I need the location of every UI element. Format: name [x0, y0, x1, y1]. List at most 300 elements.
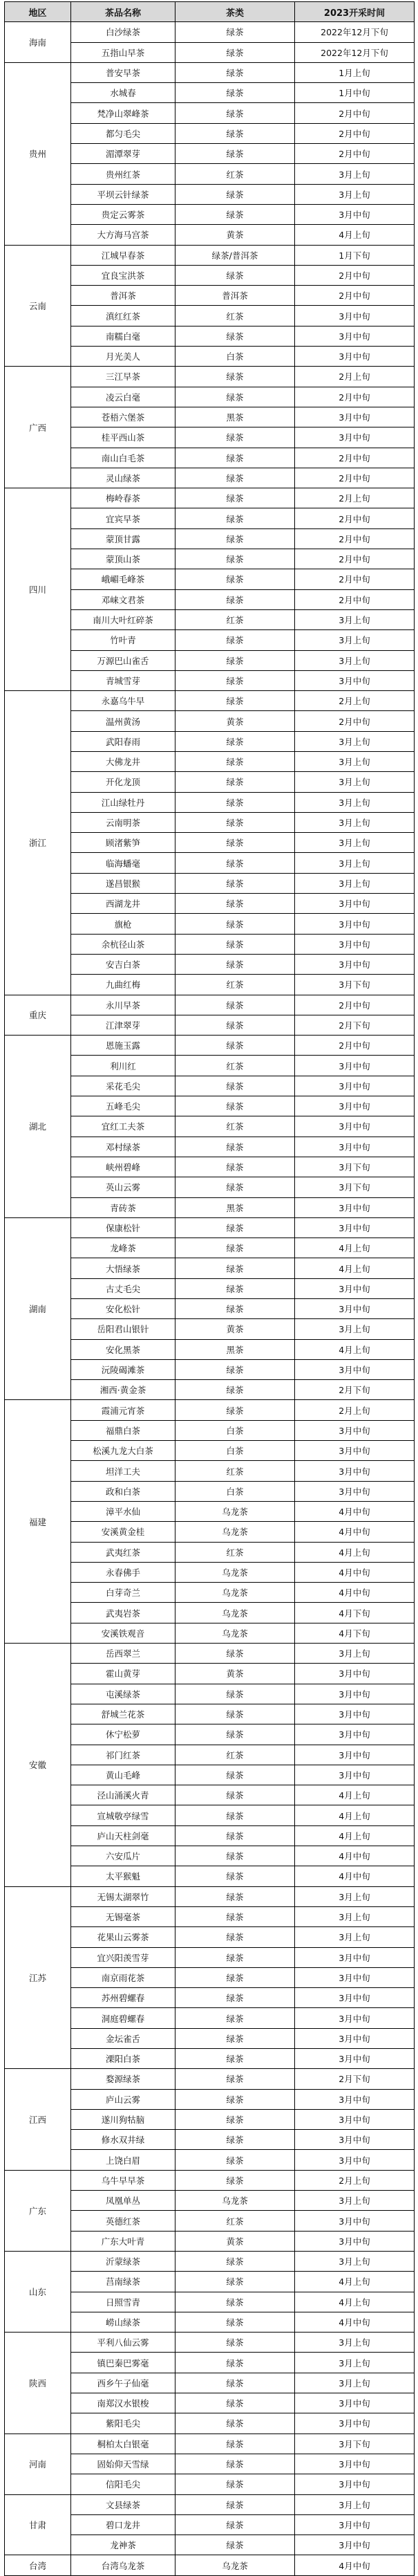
tea-type-cell: 绿茶 [175, 2089, 295, 2109]
harvest-time-cell: 2月中旬 [295, 286, 415, 306]
region-cell: 山东 [5, 2251, 71, 2332]
harvest-time-cell: 3月中旬 [295, 1745, 415, 1765]
tea-type-cell: 绿茶 [175, 1947, 295, 1967]
tea-type-cell: 红茶 [175, 1116, 295, 1137]
harvest-time-cell: 3月中旬 [295, 2150, 415, 2170]
harvest-time-cell: 2月中旬 [295, 549, 415, 569]
tea-type-cell: 绿茶 [175, 812, 295, 832]
harvest-time-cell: 4月上旬 [295, 2272, 415, 2292]
tea-type-cell: 乌龙茶 [175, 1603, 295, 1623]
tea-type-cell: 黄茶 [175, 1319, 295, 1339]
tea-type-cell: 绿茶 [175, 2292, 295, 2312]
harvest-time-cell: 3月上旬 [295, 164, 415, 184]
harvest-time-cell: 3月中旬 [295, 1684, 415, 1704]
tea-name-cell: 贵州红茶 [71, 164, 175, 184]
table-row [5, 1217, 415, 1238]
tea-type-cell: 绿茶 [175, 1157, 295, 1177]
table-row [5, 691, 415, 711]
harvest-time-cell: 4月上旬 [295, 225, 415, 245]
harvest-time-cell: 3月中旬 [295, 2231, 415, 2251]
tea-name-cell: 安吉白茶 [71, 954, 175, 974]
harvest-time-cell: 3月中旬 [295, 1704, 415, 1724]
tea-name-cell: 梅岭春茶 [71, 488, 175, 508]
table-row [5, 245, 415, 265]
tea-type-cell: 绿茶 [175, 1866, 295, 1886]
harvest-time-cell: 4月上旬 [295, 1339, 415, 1359]
table-row [5, 2251, 415, 2271]
tea-name-cell: 保康松针 [71, 1217, 175, 1238]
harvest-time-cell: 3月上旬 [295, 772, 415, 792]
tea-name-cell: 遂昌银猴 [71, 873, 175, 893]
region-cell: 甘肃 [5, 2494, 71, 2555]
tea-type-cell: 绿茶 [175, 1177, 295, 1197]
harvest-time-cell: 3月中旬 [295, 1056, 415, 1076]
harvest-time-cell: 3月中旬 [295, 2130, 415, 2150]
tea-type-cell: 绿茶 [175, 2312, 295, 2332]
tea-name-cell: 宜兴阳羡雪芽 [71, 1947, 175, 1967]
tea-name-cell: 霞浦元宵茶 [71, 1400, 175, 1420]
tea-name-cell: 上饶白眉 [71, 2150, 175, 2170]
tea-name-cell: 西湖龙井 [71, 894, 175, 914]
tea-type-cell: 绿茶 [175, 630, 295, 650]
tea-type-cell: 白茶 [175, 1441, 295, 1461]
tea-name-cell: 恩施玉露 [71, 1036, 175, 1056]
tea-type-cell: 黑茶 [175, 1339, 295, 1359]
harvest-time-cell: 3月中旬 [295, 1197, 415, 1217]
harvest-time-cell: 3月上旬 [295, 184, 415, 204]
tea-type-cell: 绿茶 [175, 731, 295, 751]
tea-type-cell: 绿茶 [175, 2130, 295, 2150]
tea-name-cell: 滇红红茶 [71, 306, 175, 326]
tea-name-cell: 安溪黄金桂 [71, 1522, 175, 1542]
tea-type-cell: 普洱茶 [175, 286, 295, 306]
tea-type-cell: 红茶 [175, 306, 295, 326]
harvest-time-cell: 2月中旬 [295, 144, 415, 164]
region-cell: 江西 [5, 2069, 71, 2170]
harvest-time-cell: 3月中旬 [295, 326, 415, 346]
region-cell: 四川 [5, 488, 71, 691]
tea-type-cell: 绿茶 [175, 1036, 295, 1056]
tea-type-cell: 绿茶 [175, 2333, 295, 2353]
region-cell: 湖北 [5, 1036, 71, 1218]
tea-type-cell: 乌龙茶 [175, 2191, 295, 2211]
harvest-time-cell: 3月中旬 [295, 2211, 415, 2231]
harvest-time-cell: 4月下旬 [295, 1623, 415, 1643]
tea-name-cell: 凤凰单丛 [71, 2191, 175, 2211]
tea-type-cell: 绿茶 [175, 468, 295, 488]
harvest-time-cell: 3月上旬 [295, 1927, 415, 1947]
tea-name-cell: 碧口龙井 [71, 2514, 175, 2534]
tea-type-cell: 绿茶 [175, 2109, 295, 2129]
tea-name-cell: 普安早茶 [71, 62, 175, 82]
tea-name-cell: 白沙绿茶 [71, 22, 175, 42]
tea-name-cell: 花果山云雾茶 [71, 1927, 175, 1947]
tea-type-cell: 绿茶 [175, 1299, 295, 1319]
tea-type-cell: 红茶 [175, 1461, 295, 1481]
tea-name-cell: 桐柏太白银毫 [71, 2434, 175, 2454]
harvest-time-cell: 4月中旬 [295, 1583, 415, 1603]
tea-name-cell: 江津翠芽 [71, 1015, 175, 1035]
tea-type-cell: 绿茶 [175, 184, 295, 204]
tea-name-cell: 紫阳毛尖 [71, 2413, 175, 2434]
tea-name-cell: 无锡毫茶 [71, 1906, 175, 1926]
harvest-time-cell: 2月中旬 [295, 265, 415, 285]
tea-name-cell: 永川早茶 [71, 995, 175, 1015]
tea-name-cell: 江城早春茶 [71, 245, 175, 265]
harvest-time-cell: 3月上旬 [295, 873, 415, 893]
tea-name-cell: 苏州碧螺春 [71, 1988, 175, 2008]
harvest-time-cell: 3月中旬 [295, 914, 415, 934]
tea-name-cell: 黄山毛峰 [71, 1765, 175, 1785]
harvest-time-cell: 2月中旬 [295, 103, 415, 123]
table-row [5, 1886, 415, 1906]
tea-type-cell: 红茶 [175, 1542, 295, 1562]
tea-name-cell: 沅陵碣滩茶 [71, 1359, 175, 1379]
table-row [5, 2494, 415, 2514]
table-row [5, 1036, 415, 1056]
tea-name-cell: 南川大叶红碎茶 [71, 609, 175, 629]
tea-type-cell: 绿茶 [175, 549, 295, 569]
tea-type-cell: 绿茶 [175, 22, 295, 42]
tea-name-cell: 云南明茶 [71, 812, 175, 832]
harvest-time-cell: 2月中旬 [295, 569, 415, 589]
tea-name-cell: 峡州碧峰 [71, 1157, 175, 1177]
harvest-time-cell: 3月上旬 [295, 751, 415, 771]
table-row [5, 2434, 415, 2454]
harvest-time-cell: 3月上旬 [295, 812, 415, 832]
tea-type-cell: 绿茶 [175, 934, 295, 954]
harvest-time-cell: 3月中旬 [295, 204, 415, 224]
harvest-time-cell: 3月上旬 [295, 1644, 415, 1664]
tea-type-cell: 绿茶 [175, 772, 295, 792]
tea-name-cell: 凌云白毫 [71, 387, 175, 407]
tea-name-cell: 太平猴魁 [71, 1866, 175, 1886]
tea-name-cell: 临海蟠毫 [71, 853, 175, 873]
tea-type-cell: 绿茶 [175, 2373, 295, 2393]
tea-type-cell: 绿茶 [175, 2535, 295, 2555]
tea-name-cell: 蒙顶甘露 [71, 528, 175, 549]
tea-type-cell: 绿茶 [175, 995, 295, 1015]
tea-name-cell: 大方海马宫茶 [71, 225, 175, 245]
harvest-time-cell: 3月中旬 [295, 1359, 415, 1379]
harvest-time-cell: 3月上旬 [295, 833, 415, 853]
tea-name-cell: 霍山黄芽 [71, 1664, 175, 1684]
harvest-time-cell: 2月中旬 [295, 589, 415, 609]
tea-type-cell: 绿茶 [175, 691, 295, 711]
tea-type-cell: 白茶 [175, 1481, 295, 1501]
tea-type-cell: 绿茶 [175, 1015, 295, 1035]
tea-type-cell: 绿茶 [175, 103, 295, 123]
tea-type-cell: 绿茶 [175, 1278, 295, 1298]
tea-name-cell: 信阳毛尖 [71, 2474, 175, 2494]
tea-type-cell: 绿茶 [175, 670, 295, 690]
harvest-time-cell: 2月下旬 [295, 1015, 415, 1035]
region-cell: 海南 [5, 22, 71, 63]
tea-type-cell: 绿茶 [175, 1724, 295, 1745]
harvest-time-cell: 3月中旬 [295, 1441, 415, 1461]
tea-type-cell: 绿茶 [175, 1906, 295, 1926]
tea-name-cell: 宜宾早茶 [71, 508, 175, 528]
tea-type-cell: 黑茶 [175, 1197, 295, 1217]
harvest-time-cell: 3月中旬 [295, 1420, 415, 1440]
tea-name-cell: 南京雨花茶 [71, 1967, 175, 1987]
tea-type-cell: 绿茶 [175, 42, 295, 62]
harvest-time-cell: 3月中旬 [295, 2413, 415, 2434]
tea-type-cell: 绿茶 [175, 62, 295, 82]
tea-name-cell: 福鼎白茶 [71, 1420, 175, 1440]
harvest-time-cell: 3月中旬 [295, 2393, 415, 2413]
tea-name-cell: 政和白茶 [71, 1481, 175, 1501]
tea-name-cell: 遂川狗牯脑 [71, 2109, 175, 2129]
tea-type-cell: 绿茶 [175, 1886, 295, 1906]
tea-name-cell: 宜红工夫茶 [71, 1116, 175, 1137]
harvest-time-cell: 2月中旬 [295, 123, 415, 143]
tea-name-cell: 大悟绿茶 [71, 1258, 175, 1278]
header-tea-type: 茶类 [175, 2, 295, 22]
tea-type-cell: 绿茶 [175, 488, 295, 508]
tea-type-cell: 黄茶 [175, 225, 295, 245]
tea-name-cell: 舒城兰花茶 [71, 1704, 175, 1724]
harvest-time-cell: 3月上旬 [295, 2353, 415, 2373]
tea-type-cell: 绿茶 [175, 1704, 295, 1724]
table-row [5, 2069, 415, 2089]
tea-type-cell: 绿茶 [175, 1380, 295, 1400]
tea-name-cell: 镇巴秦巴雾毫 [71, 2353, 175, 2373]
harvest-time-cell: 2月上旬 [295, 488, 415, 508]
tea-type-cell: 绿茶 [175, 1217, 295, 1238]
tea-name-cell: 顾渚紫笋 [71, 833, 175, 853]
tea-name-cell: 武阳春雨 [71, 731, 175, 751]
tea-name-cell: 庐山云雾 [71, 2089, 175, 2109]
tea-name-cell: 安溪铁观音 [71, 1623, 175, 1643]
tea-type-cell: 红茶 [175, 975, 295, 995]
tea-name-cell: 松溪九龙大白茶 [71, 1441, 175, 1461]
tea-name-cell: 古丈毛尖 [71, 1278, 175, 1298]
tea-name-cell: 旗枪 [71, 914, 175, 934]
region-cell: 湖南 [5, 1217, 71, 1400]
harvest-time-cell: 3月中旬 [295, 2109, 415, 2129]
harvest-time-cell: 4月中旬 [295, 1501, 415, 1521]
harvest-time-cell: 3月上旬 [295, 792, 415, 812]
tea-type-cell: 白茶 [175, 1420, 295, 1440]
tea-type-cell: 绿茶 [175, 1988, 295, 2008]
harvest-time-cell: 4月中旬 [295, 1522, 415, 1542]
harvest-time-cell: 3月中旬 [295, 1988, 415, 2008]
tea-type-cell: 绿茶 [175, 569, 295, 589]
harvest-time-cell: 2月上旬 [295, 1400, 415, 1420]
harvest-time-cell: 3月上旬 [295, 630, 415, 650]
tea-type-cell: 绿茶 [175, 2028, 295, 2048]
harvest-time-cell: 3月中旬 [295, 2048, 415, 2068]
harvest-time-cell: 2月下旬 [295, 2069, 415, 2089]
header-row [5, 2, 415, 22]
harvest-time-cell: 4月中旬 [295, 2312, 415, 2332]
harvest-time-cell: 3月上旬 [295, 2191, 415, 2211]
harvest-time-cell: 3月中旬 [295, 954, 415, 974]
tea-type-cell: 绿茶 [175, 1076, 295, 1096]
tea-name-cell: 青砖茶 [71, 1197, 175, 1217]
tea-type-cell: 绿茶 [175, 751, 295, 771]
tea-type-cell: 绿茶 [175, 833, 295, 853]
region-cell: 广东 [5, 2170, 71, 2251]
harvest-time-cell: 2月上旬 [295, 691, 415, 711]
tea-type-cell: 绿茶 [175, 954, 295, 974]
tea-type-cell: 绿茶 [175, 1644, 295, 1664]
harvest-time-cell: 3月下旬 [295, 2434, 415, 2454]
tea-name-cell: 祁门红茶 [71, 1745, 175, 1765]
harvest-time-cell: 3月中旬 [295, 1481, 415, 1501]
harvest-time-cell: 4月上旬 [295, 1258, 415, 1278]
tea-type-cell: 绿茶 [175, 1846, 295, 1866]
tea-name-cell: 岳西翠兰 [71, 1644, 175, 1664]
tea-name-cell: 日照雪青 [71, 2292, 175, 2312]
harvest-time-cell: 4月上旬 [295, 1805, 415, 1825]
tea-name-cell: 金坛雀舌 [71, 2028, 175, 2048]
tea-type-cell: 黄茶 [175, 2231, 295, 2251]
tea-type-cell: 绿茶 [175, 1927, 295, 1947]
tea-name-cell: 温州黄汤 [71, 711, 175, 731]
tea-name-cell: 坦洋工夫 [71, 1461, 175, 1481]
tea-type-cell: 黄茶 [175, 711, 295, 731]
harvest-time-cell: 3月中旬 [295, 1217, 415, 1238]
harvest-time-cell: 3月中旬 [295, 1947, 415, 1967]
header-tea-name: 茶品名称 [71, 2, 175, 22]
harvest-time-cell: 3月中旬 [295, 1461, 415, 1481]
tea-name-cell: 安化松针 [71, 1299, 175, 1319]
table-row [5, 2170, 415, 2190]
table-row [5, 367, 415, 387]
tea-type-cell: 乌龙茶 [175, 1583, 295, 1603]
harvest-time-cell: 3月中旬 [295, 1664, 415, 1684]
harvest-time-cell: 3月下旬 [295, 1177, 415, 1197]
tea-name-cell: 崂山绿茶 [71, 2312, 175, 2332]
tea-type-cell: 绿茶 [175, 387, 295, 407]
tea-name-cell: 婺源绿茶 [71, 2069, 175, 2089]
tea-type-cell: 乌龙茶 [175, 1623, 295, 1643]
tea-harvest-table [4, 1, 415, 2576]
harvest-time-cell: 2月上旬 [295, 367, 415, 387]
harvest-time-cell: 3月中旬 [295, 2535, 415, 2555]
tea-type-cell: 绿茶 [175, 2434, 295, 2454]
tea-type-cell: 绿茶 [175, 2494, 295, 2514]
tea-name-cell: 洞庭碧螺春 [71, 2008, 175, 2028]
tea-type-cell: 绿茶 [175, 2251, 295, 2271]
harvest-time-cell: 4月上旬 [295, 1542, 415, 1562]
tea-type-cell: 绿茶 [175, 367, 295, 387]
harvest-time-cell: 3月中旬 [295, 407, 415, 427]
tea-name-cell: 宜良宝洪茶 [71, 265, 175, 285]
tea-type-cell: 绿茶 [175, 2069, 295, 2089]
harvest-time-cell: 4月中旬 [295, 1866, 415, 1886]
tea-name-cell: 屯溪绿茶 [71, 1684, 175, 1704]
tea-type-cell: 乌龙茶 [175, 1562, 295, 1582]
tea-type-cell: 绿茶 [175, 2393, 295, 2413]
harvest-time-cell: 4月中旬 [295, 1846, 415, 1866]
tea-type-cell: 红茶 [175, 2211, 295, 2231]
tea-name-cell: 无锡太湖翠竹 [71, 1886, 175, 1906]
table-row [5, 1644, 415, 1664]
harvest-time-cell: 3月中旬 [295, 2008, 415, 2028]
harvest-time-cell: 3月中旬 [295, 2514, 415, 2534]
tea-type-cell: 绿茶 [175, 1258, 295, 1278]
tea-name-cell: 修水双井绿 [71, 2130, 175, 2150]
region-cell: 陕西 [5, 2333, 71, 2434]
tea-name-cell: 采花毛尖 [71, 1076, 175, 1096]
harvest-time-cell: 4月中旬 [295, 2555, 415, 2575]
tea-type-cell: 绿茶 [175, 2272, 295, 2292]
tea-name-cell: 南糯白毫 [71, 326, 175, 346]
tea-name-cell: 武夷岩茶 [71, 1603, 175, 1623]
tea-name-cell: 梵净山翠峰茶 [71, 103, 175, 123]
harvest-time-cell: 2月中旬 [295, 468, 415, 488]
tea-name-cell: 溧阳白茶 [71, 2048, 175, 2068]
tea-type-cell: 绿茶 [175, 528, 295, 549]
harvest-time-cell: 3月中旬 [295, 894, 415, 914]
region-cell: 安徽 [5, 1644, 71, 1887]
tea-name-cell: 灵山绿茶 [71, 468, 175, 488]
harvest-time-cell: 4月上旬 [295, 1238, 415, 1258]
harvest-time-cell: 3月中旬 [295, 2028, 415, 2048]
table-row [5, 488, 415, 508]
tea-type-cell: 绿茶 [175, 1400, 295, 1420]
tea-name-cell: 庐山天柱剑毫 [71, 1825, 175, 1846]
tea-name-cell: 蒙顶山茶 [71, 549, 175, 569]
harvest-time-cell: 3月中旬 [295, 1076, 415, 1096]
tea-type-cell: 绿茶 [175, 83, 295, 103]
harvest-time-cell: 3月中旬 [295, 1278, 415, 1298]
tea-type-cell: 绿茶 [175, 2353, 295, 2373]
harvest-time-cell: 1月中旬 [295, 83, 415, 103]
tea-type-cell: 绿茶 [175, 650, 295, 670]
tea-type-cell: 绿茶 [175, 2454, 295, 2474]
harvest-time-cell: 4月上旬 [295, 1785, 415, 1805]
region-cell: 浙江 [5, 691, 71, 995]
tea-name-cell: 休宁松萝 [71, 1724, 175, 1745]
tea-type-cell: 绿茶 [175, 1805, 295, 1825]
harvest-time-cell: 3月下旬 [295, 975, 415, 995]
tea-name-cell: 贵定云雾茶 [71, 204, 175, 224]
tea-name-cell: 月光美人 [71, 347, 175, 367]
tea-name-cell: 邓村绿茶 [71, 1137, 175, 1157]
tea-type-cell: 红茶 [175, 1745, 295, 1765]
tea-name-cell: 江山绿牡丹 [71, 792, 175, 812]
harvest-time-cell: 1月下旬 [295, 245, 415, 265]
tea-name-cell: 大佛龙井 [71, 751, 175, 771]
tea-type-cell: 绿茶 [175, 2150, 295, 2170]
harvest-time-cell: 3月中旬 [295, 2474, 415, 2494]
region-cell: 江苏 [5, 1886, 71, 2069]
tea-name-cell: 平坝云针绿茶 [71, 184, 175, 204]
harvest-time-cell: 3月上旬 [295, 2251, 415, 2271]
tea-name-cell: 莒南绿茶 [71, 2272, 175, 2292]
harvest-time-cell: 3月上旬 [295, 650, 415, 670]
tea-name-cell: 白芽奇兰 [71, 1583, 175, 1603]
tea-name-cell: 开化龙顶 [71, 772, 175, 792]
tea-name-cell: 六安瓜片 [71, 1846, 175, 1866]
tea-type-cell: 绿茶 [175, 265, 295, 285]
harvest-time-cell: 3月中旬 [295, 934, 415, 954]
tea-name-cell: 湄潭翠芽 [71, 144, 175, 164]
tea-type-cell: 绿茶 [175, 2474, 295, 2494]
region-cell: 云南 [5, 245, 71, 367]
harvest-time-cell: 2月中旬 [295, 387, 415, 407]
harvest-time-cell: 3月中旬 [295, 1765, 415, 1785]
tea-name-cell: 沂蒙绿茶 [71, 2251, 175, 2271]
harvest-time-cell: 3月中旬 [295, 306, 415, 326]
harvest-time-cell: 2月中旬 [295, 448, 415, 468]
harvest-time-cell: 4月下旬 [295, 1603, 415, 1623]
tea-type-cell: 红茶 [175, 609, 295, 629]
